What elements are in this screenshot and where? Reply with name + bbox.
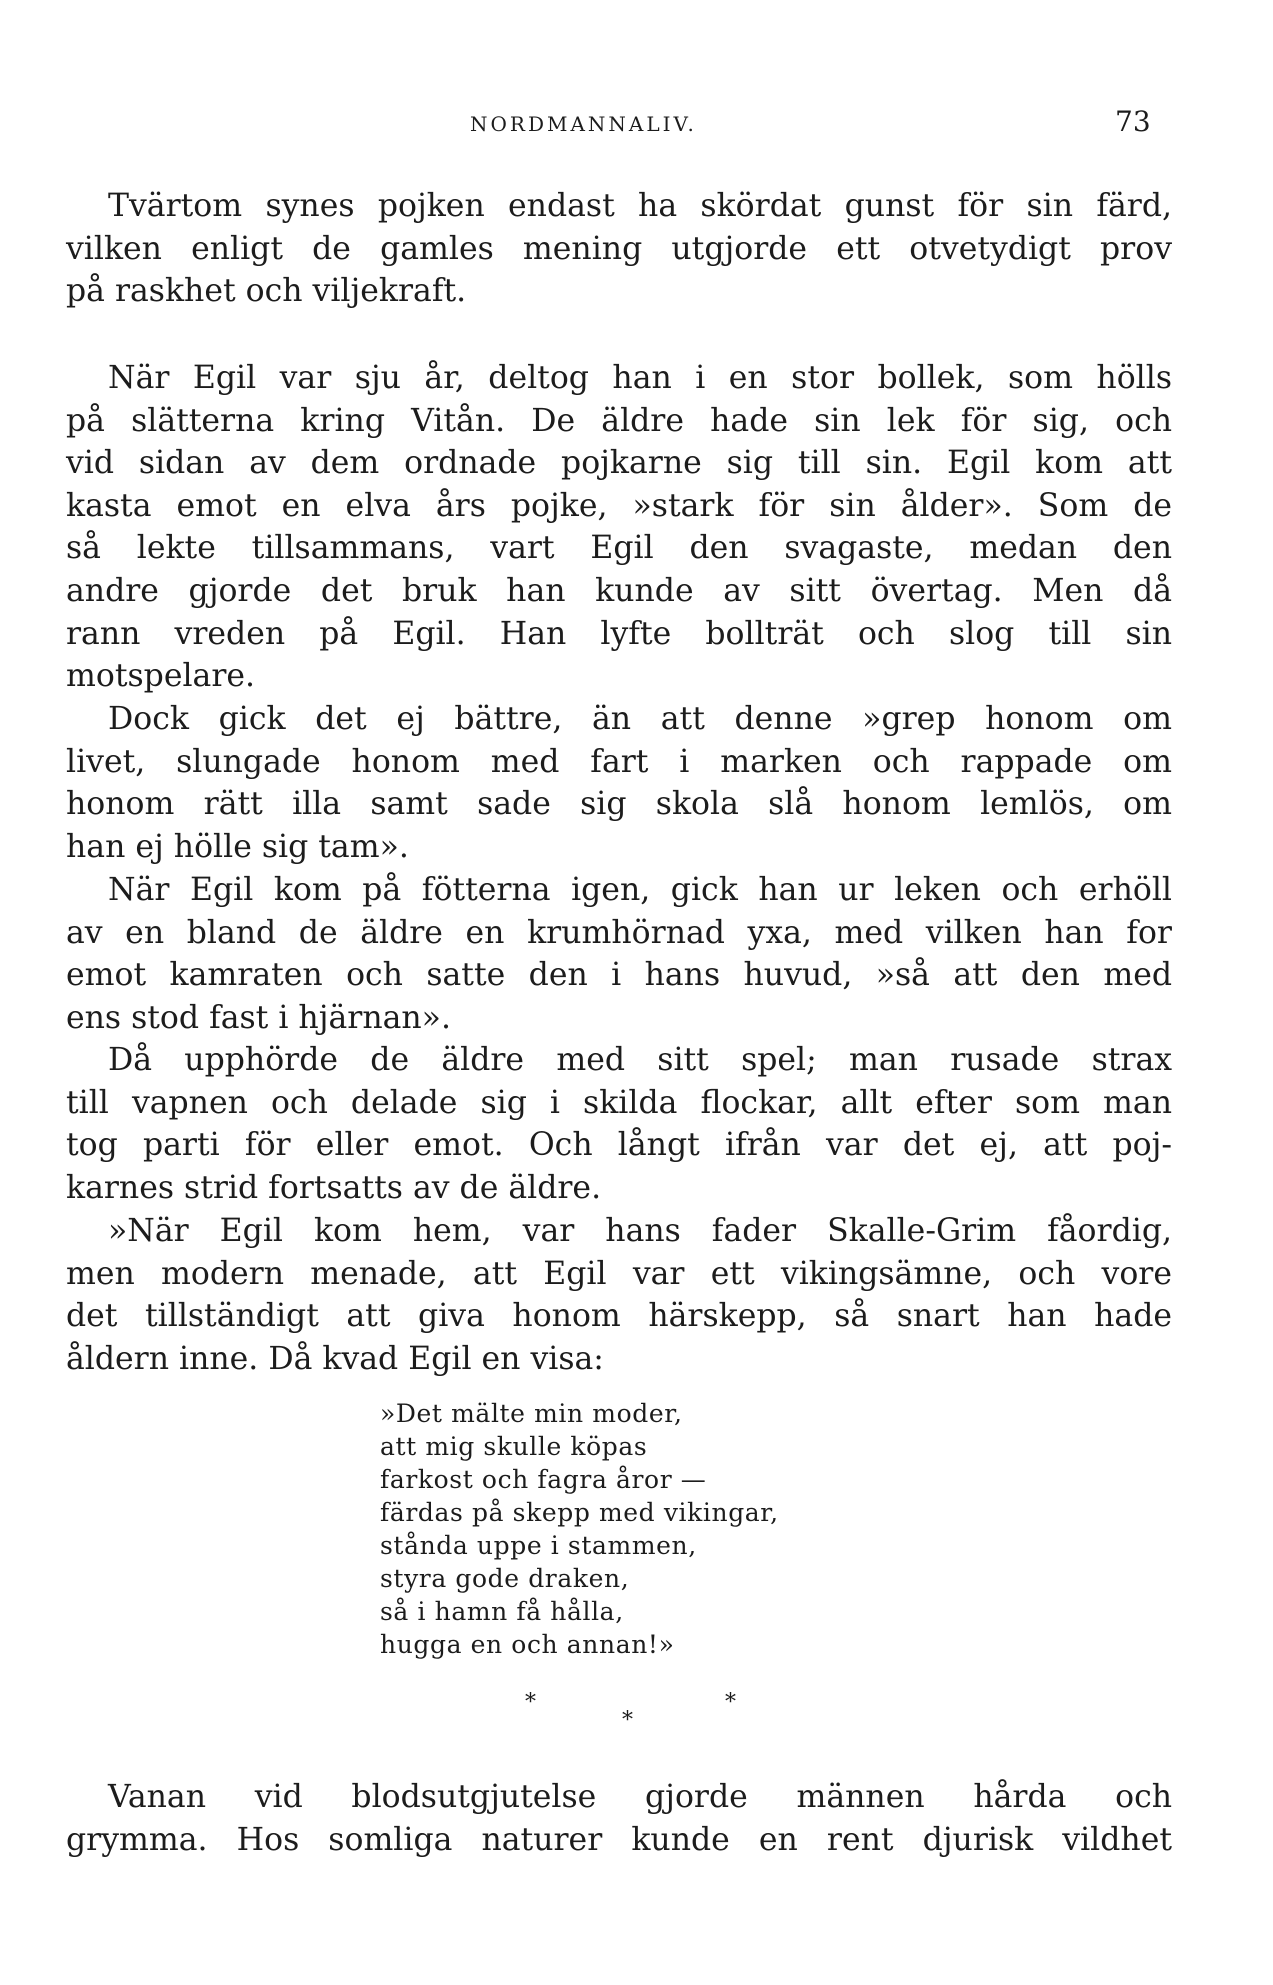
text-line: Dock gick det ej bättre, än att denne »grep honom om (108, 701, 1172, 737)
text-line: Tvärtom synes pojken endast ha skördat gunst för sin färd, (108, 188, 1172, 224)
text-line: kasta emot en elva års pojke, »stark för sin ålder». Som de (66, 487, 1172, 524)
poem-line: att mig skulle köpas (380, 1432, 648, 1461)
paragraph-1 (66, 185, 1172, 313)
text-line: tog parti för eller emot. Och långt ifrån var det ej, att poj- (66, 1127, 1172, 1164)
text-line: karnes strid fortsatts av de äldre. (66, 1169, 602, 1206)
poem-line: farkost och fagra åror — (380, 1465, 707, 1494)
asterisk-mark: * (622, 1708, 633, 1733)
text-line: grymma. Hos somliga naturer kunde en rent djurisk vildhet (66, 1821, 1172, 1858)
text-line: motspelare. (66, 658, 256, 695)
poem-line: hugga en och annan!» (380, 1630, 675, 1659)
text-line: vilken enligt de gamles mening utgjorde ett otvetydigt prov (66, 230, 1172, 267)
poem-line: färdas på skepp med vikingar, (380, 1498, 779, 1527)
text-line: så lekte tillsammans, vart Egil den svagaste, medan den (66, 530, 1172, 567)
text-line: men modern menade, att Egil var ett vikingsämne, och vore (66, 1255, 1172, 1292)
text-line: andre gjorde det bruk han kunde av sitt övertag. Men då (66, 572, 1172, 609)
running-head: NORDMANNALIV. (470, 112, 697, 136)
section-break-asterism (520, 1690, 760, 1740)
text-line: på raskhet och viljekraft. (66, 273, 467, 310)
text-line: När Egil var sju år, deltog han i en stor bollek, som hölls (108, 360, 1172, 396)
text-line: livet, slungade honom med fart i marken och rappade om (66, 743, 1172, 780)
poem-stanza (380, 1397, 779, 1661)
text-line: till vapnen och delade sig i skilda flockar, allt efter som man (66, 1084, 1172, 1121)
page-number: 73 (1115, 105, 1151, 138)
text-line: »När Egil kom hem, var hans fader Skalle-Grim fåordig, (108, 1213, 1172, 1249)
paragraph-3 (66, 698, 1172, 868)
text-line: När Egil kom på fötterna igen, gick han ur leken och erhöll (108, 872, 1172, 908)
text-line: vid sidan av dem ordnade pojkarne sig till sin. Egil kom att (66, 445, 1172, 482)
paragraph-7 (66, 1776, 1172, 1861)
text-line: emot kamraten och satte den i hans huvud, »så att den med (66, 957, 1172, 994)
poem-line: så i hamn få hålla, (380, 1597, 624, 1626)
text-line: av en bland de äldre en krumhörnad yxa, med vilken han for (66, 914, 1172, 951)
text-line: honom rätt illa samt sade sig skola slå honom lemlös, om (66, 786, 1172, 823)
text-line: det tillständigt att giva honom härskepp, så snart han hade (66, 1298, 1172, 1335)
paragraph-2 (66, 357, 1172, 698)
text-line: åldern inne. Då kvad Egil en visa: (66, 1340, 604, 1377)
poem-line: »Det mälte min moder, (380, 1399, 683, 1428)
text-line: ens stod fast i hjärnan». (66, 999, 451, 1036)
text-line: Vanan vid blodsutgjutelse gjorde männen hårda och (108, 1779, 1172, 1815)
paragraph-6 (66, 1210, 1172, 1380)
text-line: Då upphörde de äldre med sitt spel; man rusade strax (108, 1042, 1172, 1078)
poem-line: stånda uppe i stammen, (380, 1531, 697, 1560)
asterisk-mark: * (525, 1690, 536, 1715)
text-line: han ej hölle sig tam». (66, 828, 409, 865)
poem-line: styra gode draken, (380, 1564, 630, 1593)
paragraph-5 (66, 1039, 1172, 1209)
text-line: på slätterna kring Vitån. De äldre hade sin lek för sig, och (66, 402, 1172, 439)
text-line: rann vreden på Egil. Han lyfte bollträt och slog till sin (66, 615, 1172, 652)
asterisk-mark: * (725, 1690, 736, 1715)
paragraph-4 (66, 869, 1172, 1039)
